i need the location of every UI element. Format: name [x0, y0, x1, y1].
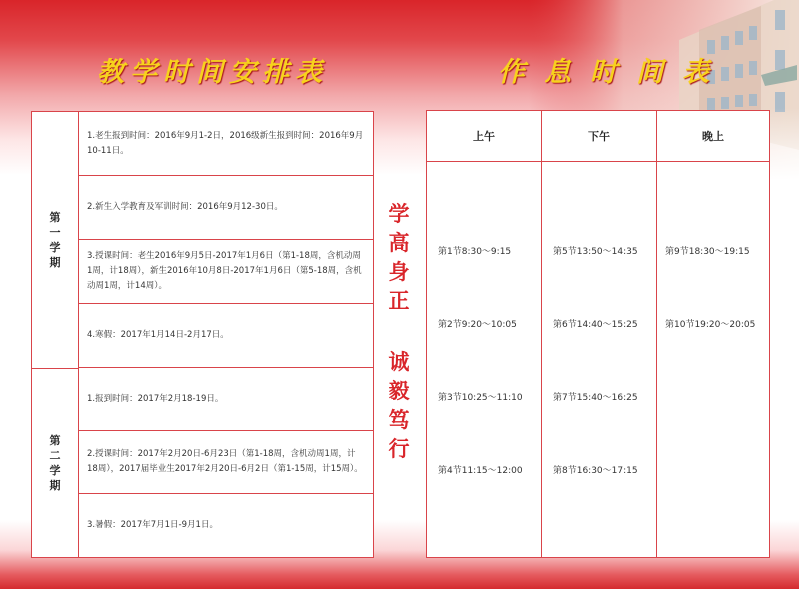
term-1-label-cell [32, 112, 79, 368]
term-1-item-1: 1.老生报到时间：2016年9月1-2日，2016级新生报到时间：2016年9月10-11日。 [79, 112, 373, 176]
term-2-item-1: 1.报到时间：2017年2月18-19日。 [79, 368, 373, 431]
term-2-label-cell [32, 368, 79, 557]
evening-column [657, 111, 769, 557]
daily-timetable-heading: 作息时间表 [498, 57, 728, 88]
term-1-item-4: 4.寒假：2017年1月14日-2月17日。 [79, 304, 373, 368]
term-2-label: 第 二 学 期 [49, 433, 61, 492]
period-slot: 第7节15:40～16:25 [553, 393, 638, 403]
teaching-schedule-table [31, 111, 374, 558]
teaching-schedule-heading: 教学时间安排表 [97, 57, 328, 88]
period-slot: 第8节16:30～17:15 [553, 466, 638, 476]
motto-line-2: 诚 毅 笃 行 [388, 349, 410, 461]
period-slot: 第2节9:20～10:05 [438, 320, 517, 330]
period-slot: 第5节13:50～14:35 [553, 247, 638, 257]
term-1-label: 第 一 学 期 [49, 211, 61, 269]
period-slot: 第6节14:40～15:25 [553, 320, 638, 330]
morning-column [427, 111, 542, 557]
afternoon-column [542, 111, 657, 557]
motto-line-1: 学 高 身 正 [388, 201, 410, 313]
term-2-item-2: 2.授课时间：2017年2月20日-6月23日（第1-18周，含机动周1周，计18周），2017届毕业生2017年2月20日-6月2日（第1-15周，计15周）。 [79, 431, 373, 494]
period-slot: 第1节8:30～9:15 [438, 247, 512, 257]
period-slot: 第3节10:25～11:10 [438, 393, 523, 403]
afternoon-header: 下午 [542, 111, 656, 162]
morning-header: 上午 [427, 111, 541, 162]
period-slot: 第4节11:15～12:00 [438, 466, 523, 476]
period-slot: 第9节18:30～19:15 [665, 247, 750, 257]
evening-header: 晚上 [657, 111, 769, 162]
term-1-item-3: 3.授课时间：老生2016年9月5日-2017年1月6日（第1-18周，含机动周1周，计18周），新生2016年10月8日-2017年1月6日（第5-18周，含机动周1周，计14周）。 [79, 240, 373, 304]
period-slot: 第10节19:20～20:05 [665, 320, 756, 330]
term-1-item-2: 2.新生入学教育及军训时间：2016年9月12-30日。 [79, 176, 373, 240]
daily-timetable-table [426, 110, 770, 558]
term-2-item-3: 3.暑假：2017年7月1日-9月1日。 [87, 520, 218, 530]
